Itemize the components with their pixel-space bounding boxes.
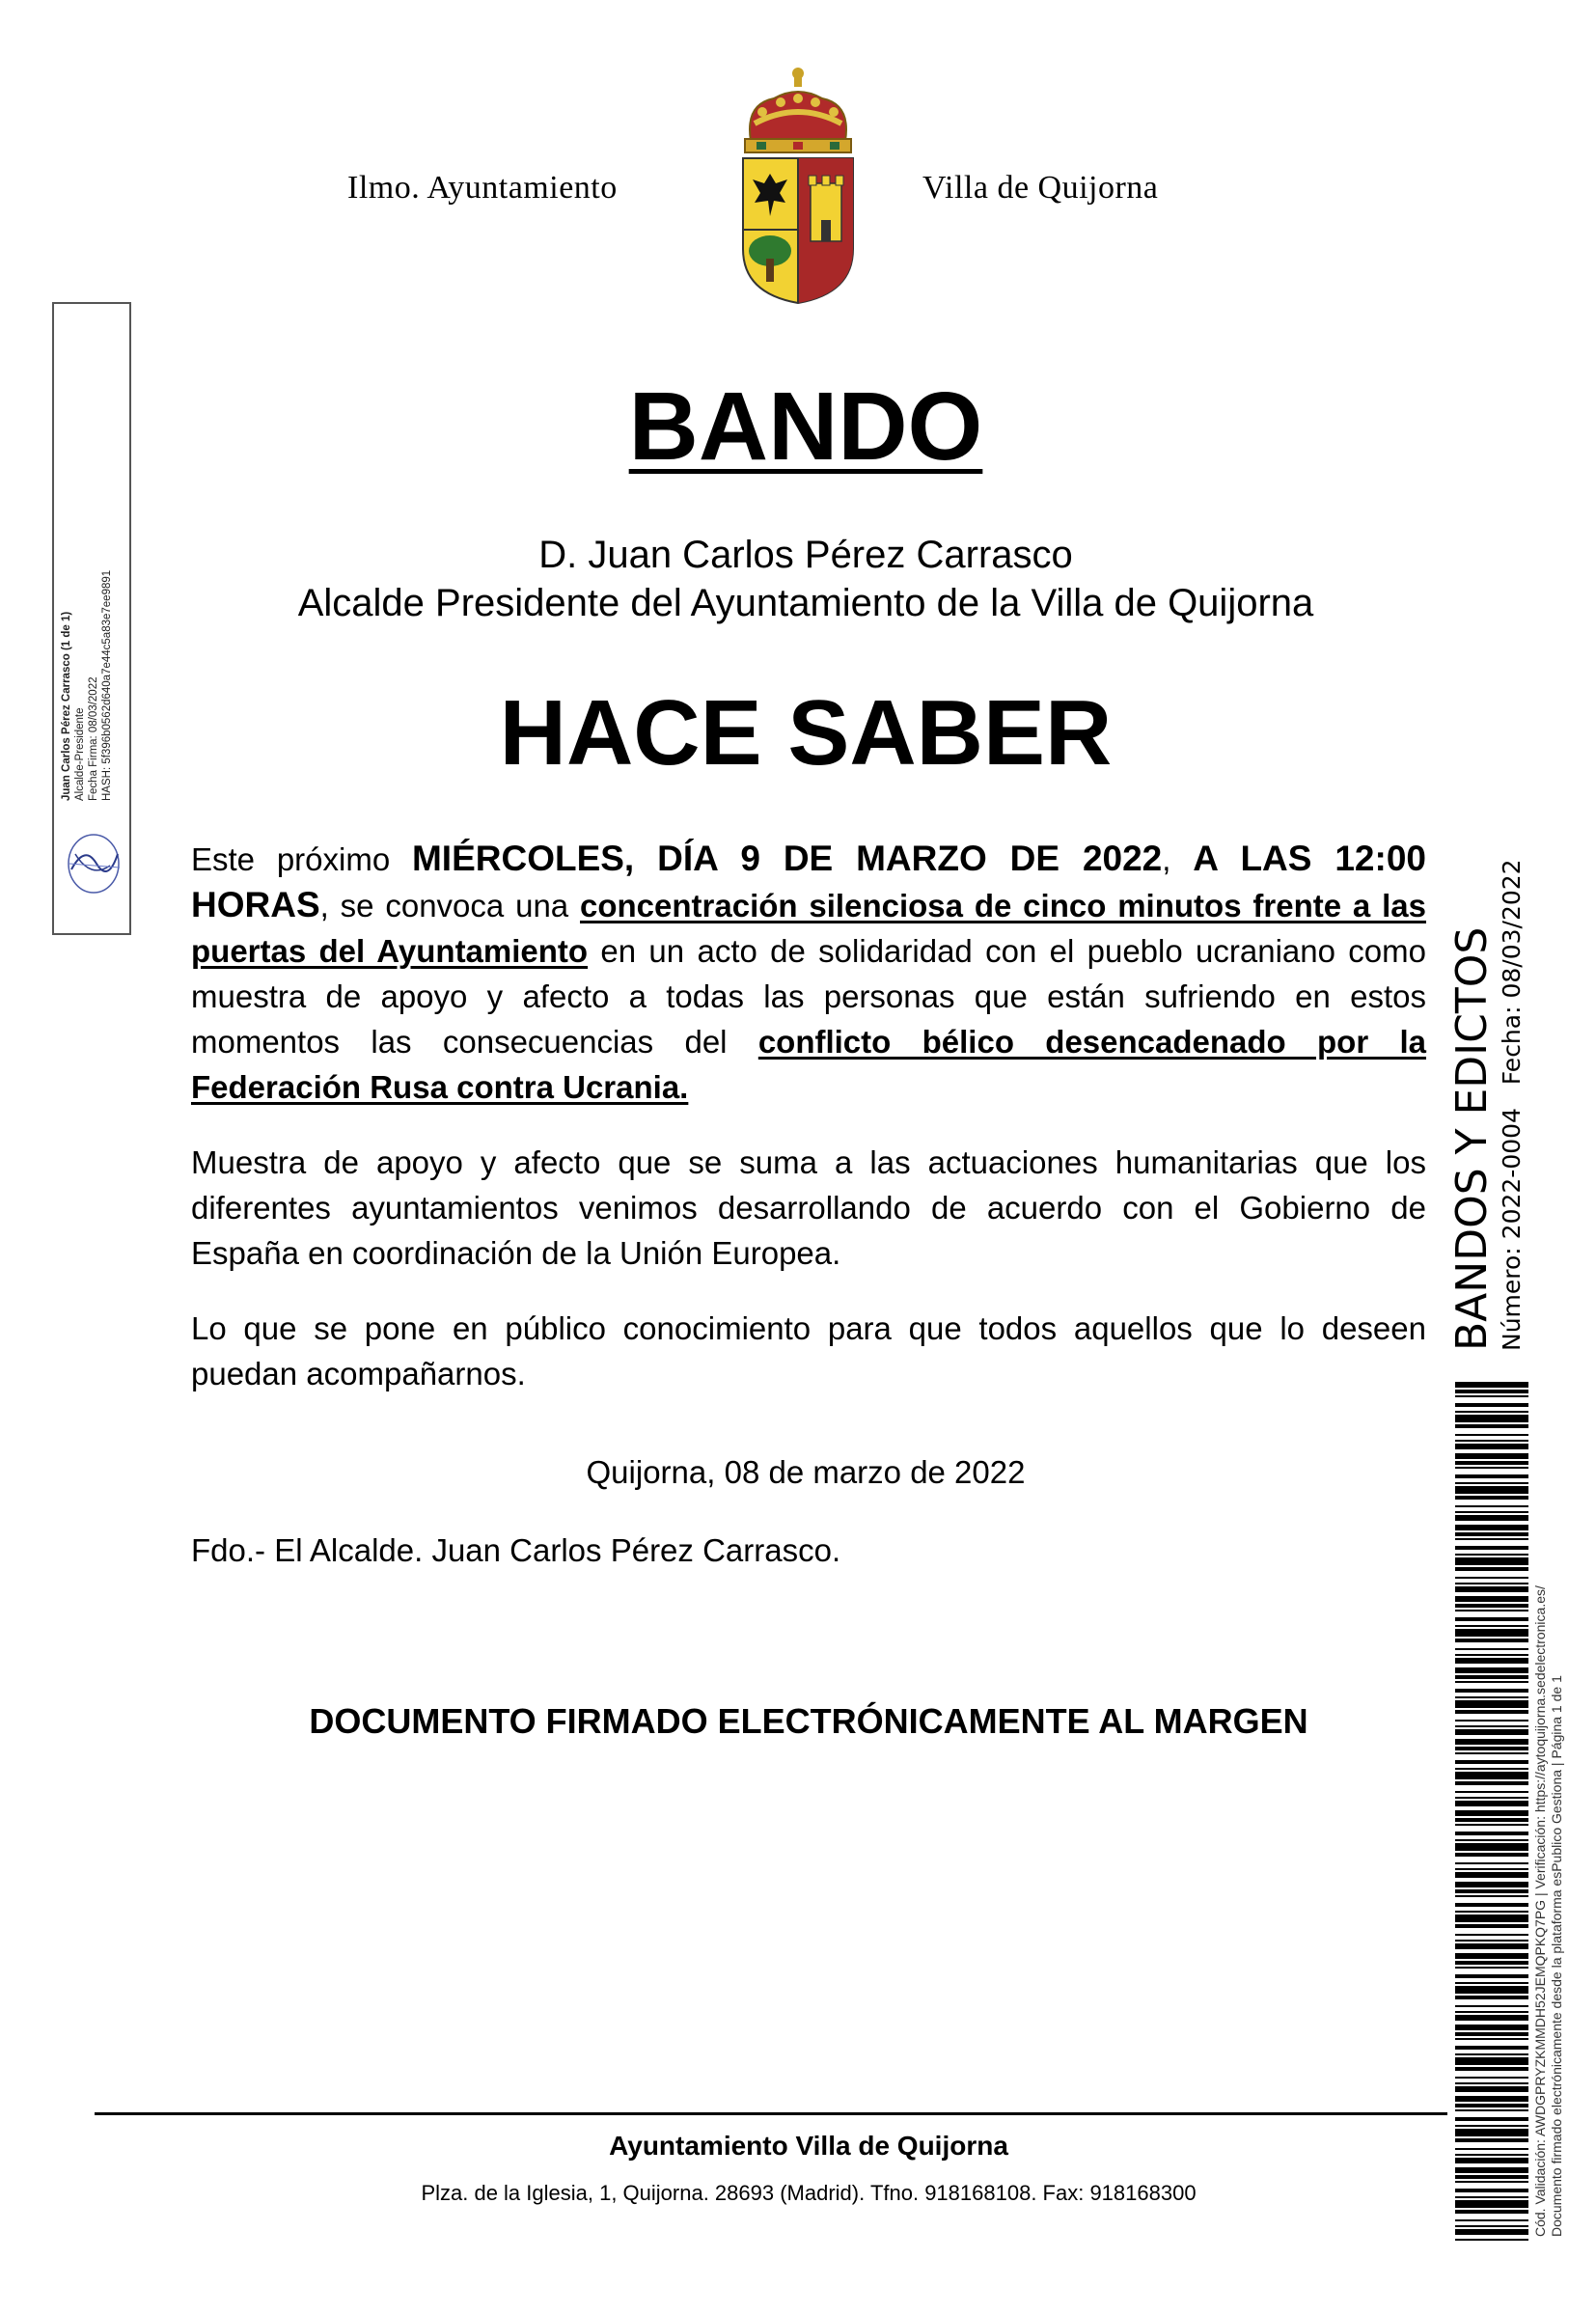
margin-category [1447,859,1527,1351]
p1-time: A LAS 12:00 HORAS [191,839,1426,924]
page-title [0,372,1596,482]
barcode [1455,1382,1528,2241]
subtitle: HACE SABER [499,681,1113,785]
p1-text-3: , se convoca una [319,888,580,923]
paragraph-1 [191,836,1426,1110]
body-text [191,836,1426,1396]
paragraph-2: Muestra de apoyo y afecto que se suma a las actuaciones humanitarias que los diferentes ayuntamientos venimos desarrollando de acuerdo con el Gobierno de España en coordinación de la Unión Europea. [191,1144,1426,1271]
p1-event: concentración silenciosa de cinco minutos frente a las puertas del Ayuntamiento [191,888,1426,969]
page-title-text: BANDO [628,372,983,481]
registry-number: Número: 2022-0004 [1498,1108,1526,1351]
registry-date: Fecha: 08/03/2022 [1498,859,1526,1086]
authority-position: Alcalde Presidente del Ayuntamiento de la Villa de Quijorna [297,582,1314,624]
signature-hash: HASH: 5f396b0562d640a7e44c5a83e7ee9891 [101,569,113,801]
verification-line: Cód. Validación: AWDGPRYZKMMDH52JEMQPKQ7PG | Verificación: https://aytoquijorna.sedelectronica.es/ [1532,1585,1548,2237]
header-left: Ilmo. Ayuntamiento [347,170,618,206]
signer-role: Alcalde-Presidente [74,707,86,801]
paragraph-3: Lo que se pone en público conocimiento para que todos aquellos que lo deseen puedan acompañarnos. [191,1310,1426,1391]
signer-name: Juan Carlos Pérez Carrasco (1 de 1) [61,611,72,801]
authority-name: D. Juan Carlos Pérez Carrasco [538,534,1073,576]
p1-conflict: conflicto bélico desencadenado por la Federación Rusa contra Ucrania. [191,1024,1426,1105]
signature-date: Fecha Firma: 08/03/2022 [88,676,99,801]
p1-text-4: en un acto de solidaridad con el pueblo ucraniano como muestra de apoyo y afecto a todas las personas que están sufriendo en estos momentos las consecuencias del [191,933,1426,1060]
p1-text-2: , [1162,841,1194,877]
p1-text-1: Este próximo [191,841,412,877]
footer-org: Ayuntamiento Villa de Quijorna [609,2131,1008,2161]
platform-line: Documento firmado electrónicamente desde la plataforma esPublico Gestiona | Página 1 de 1 [1549,1675,1564,2237]
footer-address: Plza. de la Iglesia, 1, Quijorna. 28693 (Madrid). Tfno. 918168108. Fax: 918168300 [421,2181,1197,2205]
footer-rule [95,2112,1447,2115]
p1-date: MIÉRCOLES, DÍA 9 DE MARZO DE 2022 [411,839,1163,878]
dateline: Quijorna, 08 de marzo de 2022 [586,1454,1026,1490]
category-label: BANDOS Y EDICTOS [1447,926,1497,1351]
coat-of-arms-icon [735,66,861,307]
signoff: Fdo.- El Alcalde. Juan Carlos Pérez Carrasco. [191,1532,841,1568]
header-right: Villa de Quijorna [922,170,1159,206]
signature-seal-icon [62,825,125,902]
registry-number-date [1498,859,1527,1351]
signed-notice: DOCUMENTO FIRMADO ELECTRÓNICAMENTE AL MARGEN [309,1701,1308,1741]
